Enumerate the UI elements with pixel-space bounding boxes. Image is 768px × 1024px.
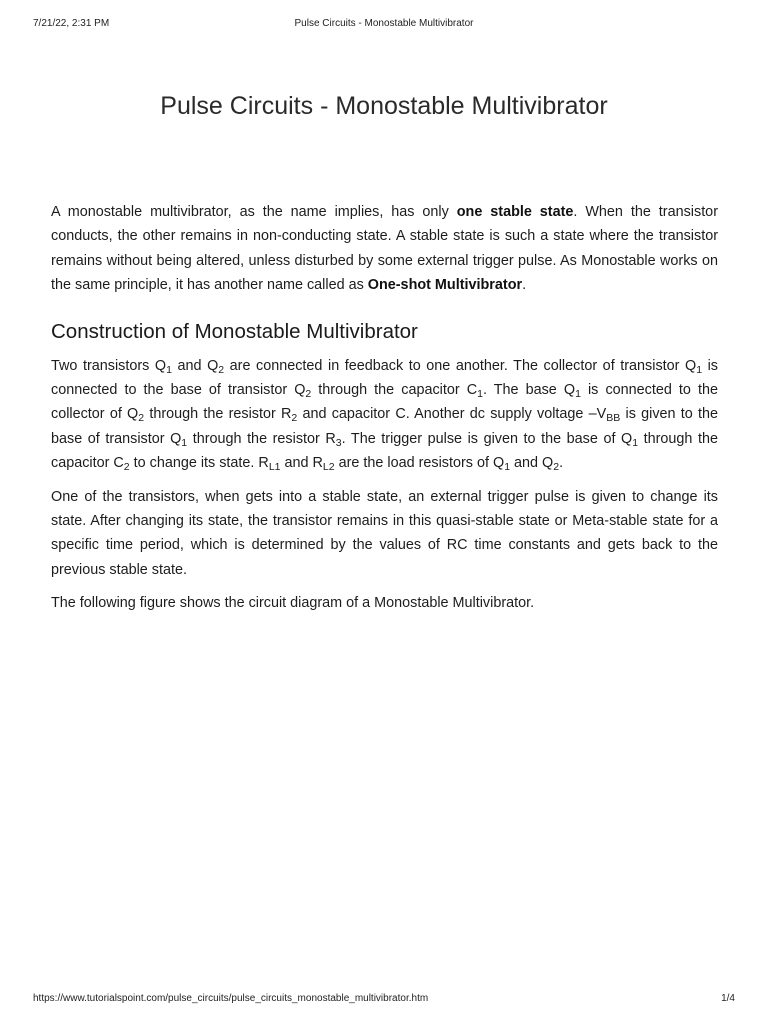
text-run: and R [280,455,323,472]
text-run: through the resistor R [144,406,292,423]
subscript: L1 [268,461,281,474]
subscript: L2 [322,461,335,474]
text-run: . The base Q [482,382,576,399]
text-run: Two transistors Q [51,357,167,374]
text-run: and Q [510,455,554,472]
subscript: 2 [553,461,560,474]
subscript: 2 [305,388,312,401]
text-run: and Q [171,357,219,374]
subscript: 2 [218,363,225,376]
print-footer [0,992,768,1006]
subscript: 1 [477,388,483,401]
text-run: is given to the base of transistor Q [51,406,718,447]
subscript: 1 [504,461,511,474]
page-title: Pulse Circuits - Monostable Multivibrator [160,92,608,120]
text-run: are the load resistors of Q [334,455,505,472]
text-run: through the capacitor C [311,382,478,399]
intro-bold-term: one stable state [456,204,574,220]
text-run: through the capacitor C [51,430,719,472]
subscript: 1 [632,436,639,449]
subscript: 2 [291,412,298,425]
print-document-title: Pulse Circuits - Monostable Multivibrator [294,18,474,29]
subscript: 2 [123,461,130,474]
subscript: 1 [166,363,172,376]
operation-paragraph: One of the transistors, when gets into a stable state, an external trigger pulse is given to change its state. After changing its state, the transistor remains in this quasi-stable state or Meta-stable state for a specific time period, which is determined by the values of RC time constants and gets back to the previous stable state. [51,488,718,578]
intro-paragraph [51,200,718,298]
print-header [0,17,768,31]
intro-text: . When the transistor conducts, the other remains in non-conducting state. A stable state is such a state where the transistor remains without being altered, unless disturbed by some external trigger pulse. As Monostable works on the same principle, it has another name called as [51,204,718,294]
intro-text: . [522,277,527,294]
subscript: BB [606,412,621,425]
subscript: 1 [181,436,188,449]
section-heading: Construction of Monostable Multivibrator [51,319,418,343]
text-run: . [559,455,564,472]
text-run: through the resistor R [187,430,336,447]
construction-paragraph [51,354,718,476]
subscript: 1 [696,363,703,376]
page-url: https://www.tutorialspoint.com/pulse_circuits/pulse_circuits_monostable_multivibrator.htm [33,993,429,1004]
text-run: are connected in feedback to one another. The collector of transistor Q [224,357,697,374]
subscript: 2 [138,412,145,425]
text-run: . The trigger pulse is given to the base of Q [341,430,633,447]
text-run: is connected to the base of transistor Q [51,357,718,399]
text-run: and capacitor C. Another dc supply voltage –V [297,406,607,423]
text-run: to change its state. R [129,455,269,472]
subscript: 3 [335,436,342,449]
subscript: 1 [575,388,581,401]
text-run: is connected to the collector of Q [51,382,718,423]
print-datetime: 7/21/22, 2:31 PM [33,18,110,29]
intro-bold-term: One-shot Multivibrator [367,277,523,294]
figure-intro-paragraph: The following figure shows the circuit diagram of a Monostable Multivibrator. [51,595,535,612]
intro-text: A monostable multivibrator, as the name implies, has only [51,204,457,220]
page-number: 1/4 [721,993,735,1004]
article-content [51,200,718,616]
